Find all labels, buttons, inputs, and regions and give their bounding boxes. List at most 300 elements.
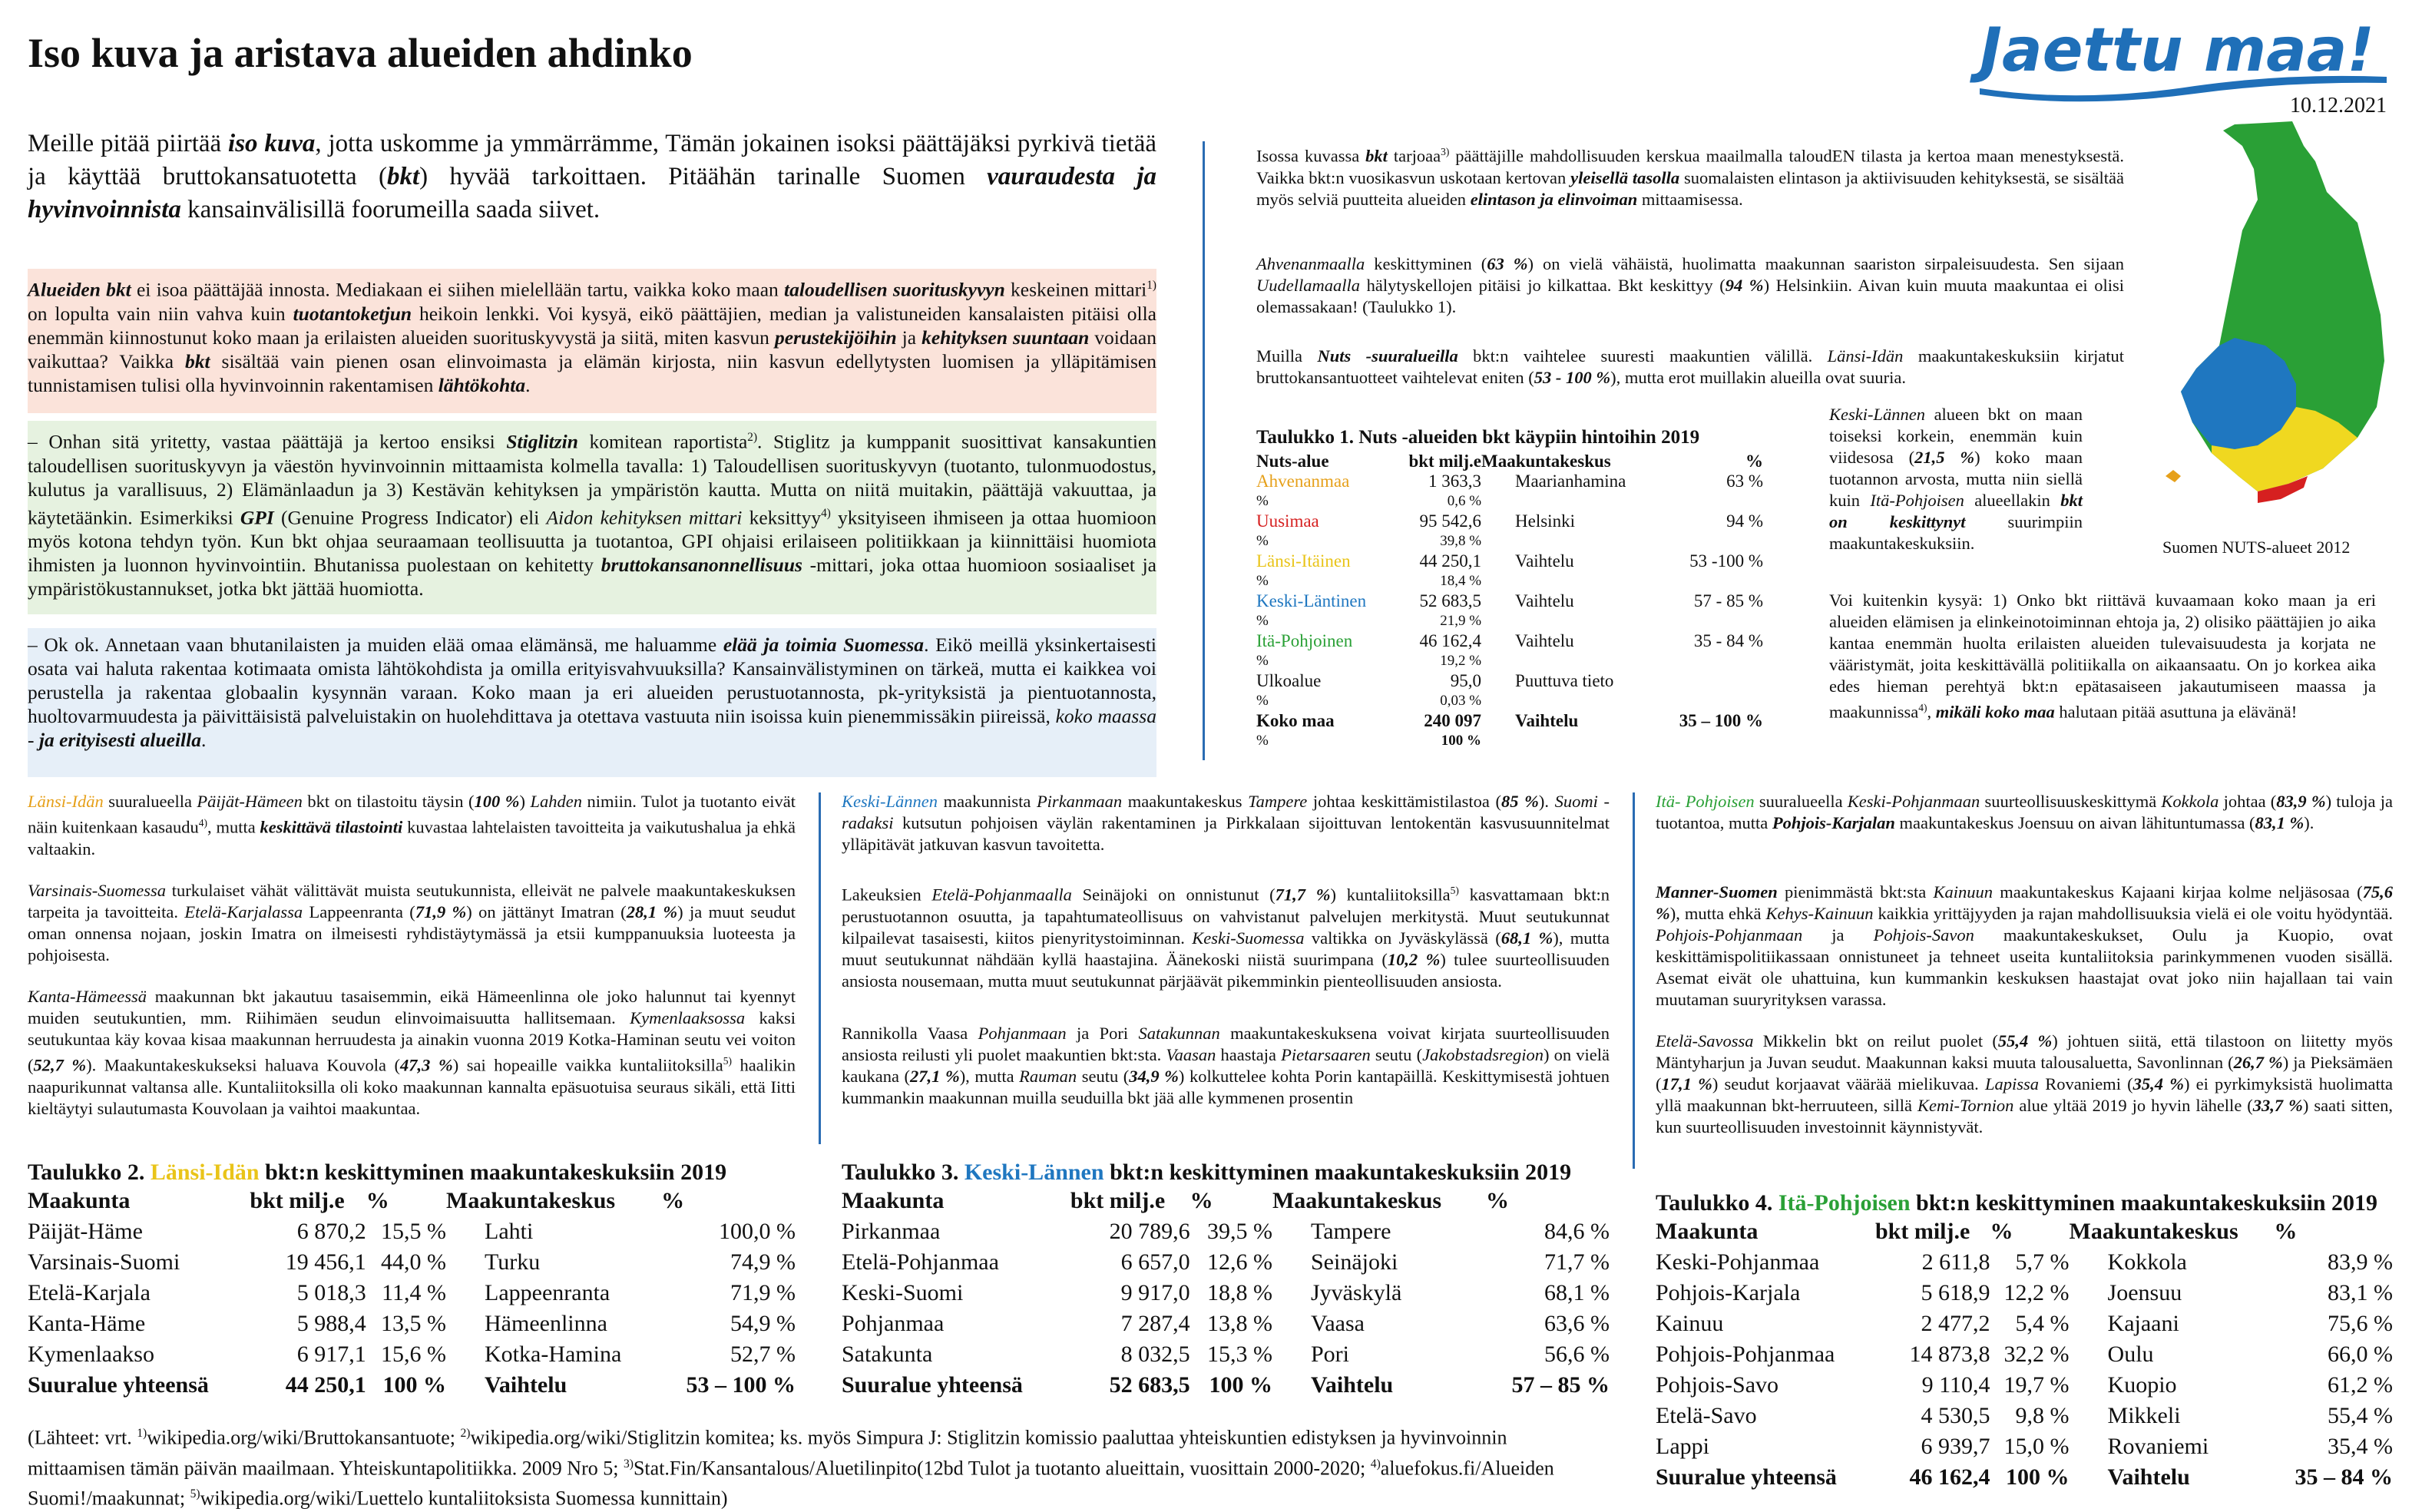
total-row xyxy=(842,1370,1610,1401)
text-run: bkt:n vaihtelee suuresti maakuntien välillä. xyxy=(1458,346,1828,366)
table-1-title: Taulukko 1. Nuts -alueiden bkt käypiin hintoihin 2019 xyxy=(1256,427,1700,448)
bkt-value: 6 657,0 xyxy=(1120,1249,1190,1275)
bkt-value: 9 917,0 xyxy=(1120,1280,1190,1305)
center-name: Vaihtelu xyxy=(485,1372,567,1398)
center-name: Jyväskylä xyxy=(1310,1280,1402,1305)
share-sign: % xyxy=(1256,533,1269,549)
text-run: ja xyxy=(896,326,922,349)
text-run: ), mutta erot muillakin alueilla ovat suuria. xyxy=(1610,368,1907,387)
text-run: kaikkia yrittäjyyden ja rajan mahdollisuuksia vielä ei ole voitu hyödyntää. xyxy=(1873,904,2393,923)
bkt-value: 46 162,4 xyxy=(1909,1464,1990,1490)
center-pct: 83,1 % xyxy=(2328,1280,2393,1305)
bkt-value: 46 162,4 xyxy=(1419,631,1482,650)
table-row xyxy=(28,1216,796,1247)
text-run: Seinäjoki on onnistunut ( xyxy=(1071,885,1276,905)
lead-paragraph xyxy=(28,127,1156,227)
text-run: voidaan vaikuttaa? Vaikka xyxy=(28,326,1157,372)
table-row xyxy=(1656,1401,2393,1431)
table-row xyxy=(842,1216,1610,1247)
nuts-area: Ulkoalue xyxy=(1256,671,1322,690)
text-run: päättäjille mahdollisuuden kerskua maailmalla taloudEN tilasta ja kertoa maan menestyksestä. Vaikka bkt:n vuosikasvun uskotaan kertovan xyxy=(1256,146,2125,187)
column-header: % xyxy=(1745,452,1763,471)
text-run: (Genuine Progress Indicator) eli xyxy=(273,506,547,528)
text-run: Rauman xyxy=(1019,1067,1077,1086)
text-run: yleisellä tasolla xyxy=(1570,167,1680,187)
text-run: ), mutta xyxy=(959,1067,1020,1086)
text-run: 85 % xyxy=(1501,792,1539,811)
text-run: Rovaniemi ( xyxy=(2039,1074,2133,1093)
nuts-area: Keski-Läntinen xyxy=(1256,591,1367,610)
text-run: ) ja Pieksämäen ( xyxy=(1656,1053,2393,1093)
table-3 xyxy=(842,1160,1610,1401)
text-run: yksityiseen ihmiseen ja ottaa huomioon myös kotona tehdyn työn. Kun bkt ohjaa seuraamaan teollisuutta ja tuotantoa, GPI ohjaisi erilaiseen politiikkaan ja kiinnittäisi huomiota ihmisten ja luonnon hyvinvointiin. Bhutanissa puolestaan on kehitetty xyxy=(28,506,1157,576)
text-run: Kainuun xyxy=(1933,882,1994,902)
center-name: Lappeenranta xyxy=(485,1280,610,1305)
bkt-value: 95 542,6 xyxy=(1419,511,1482,531)
text-run: maakuntakeskuksena voivat kirjata suurteollisuuden ansiosta reilusti yli puolet maakuntien bkt:sta. xyxy=(842,1024,1610,1064)
right-paragraph-1 xyxy=(1256,141,2124,210)
text-run: 55,4 % xyxy=(1997,1031,2053,1050)
text-run: 75,6 % xyxy=(1656,882,2393,923)
empty-cell xyxy=(1481,571,1659,591)
share-row xyxy=(1256,731,1763,751)
text-run: 26,7 % xyxy=(2233,1053,2283,1072)
column-header: Maakunta xyxy=(842,1188,945,1213)
column-header: Maakuntakeskus xyxy=(1481,452,1611,471)
text-run: Etelä-Savossa xyxy=(1656,1031,1754,1050)
share-value: 15,6 % xyxy=(381,1342,447,1367)
text-run: Pohjois-Pohjanmaan xyxy=(1656,925,1803,945)
center-pct: 68,1 % xyxy=(1544,1280,1610,1305)
center-pct: 63 % xyxy=(1726,471,1763,491)
share-sign: % xyxy=(1256,693,1269,709)
text-run: Keski-Lännen xyxy=(1829,405,1925,424)
text-run: on lopulta vain niin vahva kuin xyxy=(28,302,293,325)
text-run: Päijät-Hämeen xyxy=(197,792,303,811)
center-name: Puuttuva tieto xyxy=(1515,671,1614,690)
region-name: Päijät-Häme xyxy=(28,1219,143,1244)
center-pct: 54,9 % xyxy=(730,1311,796,1336)
text-run: suurteollisuuskeskittymä xyxy=(1980,792,2162,811)
text-run: elää ja toimia Suomessa xyxy=(723,634,925,656)
column-header: Maakunta xyxy=(28,1188,131,1213)
table-row xyxy=(1656,1309,2393,1339)
text-run: Pirkanmaan xyxy=(1036,792,1123,811)
share-value: 100 % xyxy=(1209,1372,1272,1398)
text-run: turkulaiset vähät välittävät muista seutukunnista, elleivät ne palvele maakuntakeskuksen tarpeita ja tavoitteita. xyxy=(28,881,796,921)
text-run: bkt xyxy=(185,349,210,372)
table-row xyxy=(1256,711,1763,731)
share-value: 44,0 % xyxy=(381,1249,447,1275)
text-run: ), mutta ehkä xyxy=(1669,904,1766,923)
region-name: Pohjanmaa xyxy=(842,1311,945,1336)
bkt-value: 95,0 xyxy=(1450,671,1482,690)
text-run: Nuts -suuralueilla xyxy=(1317,346,1458,366)
center-pct: 94 % xyxy=(1726,511,1763,531)
table-4 xyxy=(1656,1190,2393,1493)
text-run: Muilla xyxy=(1256,346,1318,366)
col3-paragraph-3 xyxy=(1656,1031,2393,1138)
text-run: 94 % xyxy=(1725,276,1764,295)
share-value: 15,3 % xyxy=(1206,1342,1272,1367)
share-value: 39,5 % xyxy=(1206,1219,1272,1244)
share-value: 100 % xyxy=(382,1372,447,1398)
center-pct: 56,6 % xyxy=(1544,1342,1610,1367)
intro-box-blue xyxy=(28,628,1156,777)
table-row xyxy=(28,1339,796,1370)
table-3-grid xyxy=(842,1186,1610,1401)
text-run: Itä- Pohjoisen xyxy=(1656,792,1755,811)
empty-cell xyxy=(1659,491,1763,511)
center-pct: 57 – 85 % xyxy=(1511,1372,1610,1398)
text-run: halutaan pitää asuttuna ja elävänä! xyxy=(2054,702,2298,722)
text-run: ) seudut korjaavat väärää mielikuvaa. xyxy=(1712,1074,1985,1093)
nuts-area: Länsi-Itäinen xyxy=(1256,551,1351,571)
column-divider-3 xyxy=(1633,792,1635,1169)
text-run: bkt xyxy=(386,163,420,190)
text-run: Etelä-Karjalassa xyxy=(184,902,303,921)
text-run: , xyxy=(1927,702,1936,722)
text-run: keskeinen mittari xyxy=(1004,278,1147,301)
text-run: Ahvenanmaalla xyxy=(1256,254,1365,273)
table-header-row xyxy=(842,1186,1610,1216)
table-4-grid xyxy=(1656,1216,2393,1493)
text-run: Mikkelin bkt on reilut puolet ( xyxy=(1753,1031,1998,1050)
text-run: Pohjanmaan xyxy=(978,1024,1067,1043)
text-run: valtikka on Jyväskylässä ( xyxy=(1304,928,1501,948)
center-name: Vaihtelu xyxy=(1310,1372,1394,1398)
text-run: 4) xyxy=(1370,1457,1381,1471)
text-run: 3) xyxy=(623,1457,634,1471)
text-run: 5) xyxy=(1450,885,1459,896)
text-run: lähtökohta xyxy=(438,373,526,396)
text-run: tuotantoketjun xyxy=(293,302,412,325)
share-value: 9,8 % xyxy=(2015,1403,2070,1428)
svg-text:Jaettu maa!: Jaettu maa! xyxy=(1980,16,2374,85)
text-run: ). Maakuntakeskukseksi haluava Kouvola ( xyxy=(86,1055,401,1075)
text-run: Jakobstadsregion xyxy=(1422,1045,1544,1064)
share-row xyxy=(1256,491,1763,511)
text-run: Tampere xyxy=(1248,792,1308,811)
text-run: Länsi-Idän xyxy=(28,792,104,811)
table-row xyxy=(1656,1431,2393,1462)
nuts-area: Uusimaa xyxy=(1256,511,1319,531)
table-3-title: Taulukko 3. Keski-Lännen bkt:n keskittyminen maakuntakeskuksiin 2019 xyxy=(842,1160,1572,1185)
share-row xyxy=(1256,691,1763,711)
text-run: aluefokus.fi/Alueiden Suomi!/maakunnat; xyxy=(28,1457,1554,1510)
share-value: 15,5 % xyxy=(381,1219,447,1244)
text-run: Vaasan xyxy=(1166,1045,1216,1064)
center-name: Tampere xyxy=(1310,1219,1391,1244)
center-pct: 55,4 % xyxy=(2328,1403,2393,1428)
text-run: kansainvälisillä foorumeilla saada siivet. xyxy=(180,196,601,223)
share-sign: % xyxy=(1256,733,1269,749)
region-name: Kainuu xyxy=(1656,1311,1724,1336)
table-row xyxy=(1256,551,1763,571)
text-run: Pohjois-Savon xyxy=(1873,925,1974,945)
text-run: 5) xyxy=(723,1055,732,1067)
share-value: 21,9 % xyxy=(1440,613,1482,629)
column-header: Maakuntakeskus xyxy=(446,1188,616,1213)
right-paragraph-5 xyxy=(1829,590,2376,723)
text-run: ) ei pyrkimyksistä huolimatta yllä maakunnan bkt-herruuteen, sillä xyxy=(1656,1074,2393,1115)
share-value: 18,8 % xyxy=(1206,1280,1272,1305)
empty-cell xyxy=(1659,531,1763,551)
text-run: ) tuloja ja tuotantoa, mutta xyxy=(1656,792,2393,832)
share-value: 13,5 % xyxy=(381,1311,447,1336)
intro-box-pink xyxy=(28,269,1156,413)
column-header: % xyxy=(661,1188,685,1213)
text-run: ) kolkuttelee kohta Porin kantapäillä. Keskittymisestä johtuen kummankin maakunnan muilla seuduilla bkt jää alle kymmenen prosentin xyxy=(842,1067,1610,1107)
text-run: bruttokansanonnellisuus xyxy=(601,554,802,576)
nuts-area: Koko maa xyxy=(1256,711,1335,730)
bkt-value: 5 988,4 xyxy=(296,1311,366,1336)
bkt-value: 4 530,5 xyxy=(1921,1403,1990,1428)
table-1-grid xyxy=(1256,452,1763,751)
col3-paragraph-1 xyxy=(1656,791,2393,834)
text-run: kaksi seutukuntaa käy kovaa kisaa maakunnan herruudesta ja ainakin vuonna 2019 Kotka-Haminan seutu vei voiton ( xyxy=(28,1008,796,1075)
center-pct: 71,9 % xyxy=(730,1280,796,1305)
text-run: maakuntakeskus Joensuu on aivan lähituntumassa ( xyxy=(1894,813,2255,832)
text-run: , jotta uskomme ja ymmärrämme, Tämän jokainen isoksi päättäjäksi pyrkivä tietää ja käyttää bruttokansatuotetta ( xyxy=(28,130,1157,190)
share-value: 15,0 % xyxy=(2003,1434,2070,1459)
text-run: 71,9 % xyxy=(415,902,467,921)
share-value: 12,2 % xyxy=(2003,1280,2070,1305)
text-run: keskittävä tilastointi xyxy=(260,817,403,837)
text-run: Lapissa xyxy=(1984,1074,2040,1093)
text-run: 4) xyxy=(1918,702,1927,713)
text-run: 2) xyxy=(747,431,758,444)
text-run: Lappeenranta ( xyxy=(303,902,415,921)
table-row xyxy=(28,1278,796,1309)
text-run: 21,5 % xyxy=(1914,448,1975,467)
center-pct: 52,7 % xyxy=(730,1342,796,1367)
bkt-value: 7 287,4 xyxy=(1120,1311,1190,1336)
text-run: Voi kuitenkin kysyä: 1) Onko bkt riittävä kuvaamaan koko maan ja eri alueiden elämisen ja elinkeinotoiminnan ehtoja ja, 2) olisiko päättäjien jo aika kantaa enemmän huolta erilaisten alueiden tulevaisuudesta ja korjata ne vääristymät, joita keskittävällä politiikalla on aikaansaatu. On jo korkea aika edes hieman perehtyä bkt:n epätasaiseen jakautumiseen maassa ja maakunnissa xyxy=(1829,591,2376,722)
text-run: seutu ( xyxy=(1077,1067,1130,1086)
column-header: % xyxy=(1189,1188,1213,1213)
table-1 xyxy=(1256,427,1763,751)
share-sign: % xyxy=(1256,493,1269,509)
table-row xyxy=(1656,1278,2393,1309)
text-run: mittaamisessa. xyxy=(1637,189,1743,209)
text-run: Alueiden bkt xyxy=(28,278,131,301)
text-run: bkt on tilastoitu täysin ( xyxy=(302,792,475,811)
text-run: 27,1 % xyxy=(910,1067,960,1086)
text-run: heikoin lenkki. Voi kysyä, eikö päättäjien, median ja valistuneiden kansalaisten pitäisi olla enemmän kiinnostunut koko maan ja erilaisten alueiden suorituskyvystä ja siitä, miten kasvun xyxy=(28,302,1156,349)
col1-paragraph-2 xyxy=(28,880,796,966)
region-name: Etelä-Savo xyxy=(1656,1403,1757,1428)
bkt-value: 5 018,3 xyxy=(296,1280,366,1305)
region-name: Pirkanmaa xyxy=(842,1219,941,1244)
table-2 xyxy=(28,1160,796,1401)
text-run: 34,9 % xyxy=(1129,1067,1179,1086)
table-row xyxy=(1656,1247,2393,1278)
bkt-value: 20 789,6 xyxy=(1109,1219,1190,1244)
center-pct: 63,6 % xyxy=(1544,1311,1610,1336)
bkt-value: 2 477,2 xyxy=(1921,1311,1990,1336)
center-name: Vaasa xyxy=(1310,1311,1365,1336)
text-run: Lahden xyxy=(530,792,582,811)
text-run: hälytyskellojen pitäisi jo kilkattaa. Bkt keskittyy ( xyxy=(1360,276,1726,295)
text-run: Keski-Lännen xyxy=(842,792,938,811)
text-run: pienimmästä bkt:sta xyxy=(1777,882,1934,902)
share-value: 11,4 % xyxy=(382,1280,447,1305)
text-run: Stiglitzin xyxy=(506,430,578,453)
empty-cell xyxy=(1481,491,1659,511)
text-run: johtaa keskittämistilastoa ( xyxy=(1307,792,1502,811)
region-name: Pohjois-Savo xyxy=(1656,1372,1779,1398)
text-run: nimiin. Tulot ja tuotanto eivät näin kuitenkaan kasaudu xyxy=(28,792,796,837)
text-run: ) hyvää tarkoittaen. Pitäähän tarinalle Suomen xyxy=(419,163,988,190)
text-run: , mutta xyxy=(207,817,260,837)
share-sign: % xyxy=(1256,573,1269,589)
table-header-row xyxy=(1656,1216,2393,1247)
center-pct: 71,7 % xyxy=(1544,1249,1610,1275)
share-value: 13,8 % xyxy=(1206,1311,1272,1336)
text-run: Aidon kehityksen mittari xyxy=(546,506,743,528)
text-run: ). xyxy=(1538,792,1555,811)
col3-paragraph-2 xyxy=(1656,882,2393,1011)
column-header: % xyxy=(2274,1219,2298,1244)
text-run: ) on jättänyt Imatran ( xyxy=(466,902,627,921)
text-run: Pietarsaaren xyxy=(1281,1045,1371,1064)
table-row xyxy=(1256,511,1763,531)
text-run: ) on vielä kaukana ( xyxy=(842,1045,1610,1086)
sources xyxy=(28,1421,1610,1512)
region-name: Satakunta xyxy=(842,1342,933,1367)
share-value: 100 % xyxy=(1441,733,1482,749)
empty-cell xyxy=(1481,731,1659,751)
column-header: bkt milj.e xyxy=(1408,452,1482,471)
text-run: Länsi-Idän xyxy=(1827,346,1904,366)
text-run: komitean raportista xyxy=(577,430,748,453)
share-value: 0,6 % xyxy=(1447,493,1482,509)
empty-cell xyxy=(1659,571,1763,591)
column-header: Maakuntakeskus xyxy=(2069,1219,2238,1244)
region-name: Kanta-Häme xyxy=(28,1311,146,1336)
table-row xyxy=(28,1309,796,1339)
text-run: 5) xyxy=(190,1487,200,1501)
column-header: % xyxy=(1990,1219,2013,1244)
nuts-area: Itä-Pohjoinen xyxy=(1256,631,1353,650)
center-name: Mikkeli xyxy=(2107,1403,2181,1428)
text-run: 3) xyxy=(1441,146,1450,157)
table-row xyxy=(28,1247,796,1278)
text-run: Etelä-Pohjanmaalla xyxy=(931,885,1072,905)
text-run: bkt xyxy=(1365,146,1388,166)
table-2-grid xyxy=(28,1186,796,1401)
text-run: 83,9 % xyxy=(2276,792,2326,811)
center-pct: 83,9 % xyxy=(2328,1249,2393,1275)
share-value: 18,4 % xyxy=(1440,573,1482,589)
column-header: bkt milj.e xyxy=(1874,1219,1970,1244)
text-run: ja xyxy=(1802,925,1874,945)
text-run: 4) xyxy=(198,817,208,829)
bkt-value: 9 110,4 xyxy=(1921,1372,1990,1398)
region-name: Kymenlaakso xyxy=(28,1342,154,1367)
text-run: maakunnista xyxy=(937,792,1037,811)
table-row xyxy=(842,1309,1610,1339)
share-value: 39,8 % xyxy=(1440,533,1482,549)
center-pct: 53 – 100 % xyxy=(686,1372,796,1398)
text-run: Kymenlaaksossa xyxy=(630,1008,746,1027)
center-pct: 74,9 % xyxy=(730,1249,796,1275)
center-pct: 66,0 % xyxy=(2328,1342,2393,1367)
share-value: 19,7 % xyxy=(2003,1372,2070,1398)
col2-paragraph-3 xyxy=(842,1023,1610,1109)
center-pct: 35 – 100 % xyxy=(1679,711,1763,730)
share-row xyxy=(1256,531,1763,551)
table-row xyxy=(1656,1339,2393,1370)
text-run: GPI xyxy=(240,506,274,528)
text-run: kehityksen suuntaan xyxy=(921,326,1090,349)
text-run: 33,7 % xyxy=(2252,1096,2303,1115)
text-run: wikipedia.org/wiki/Bruttokansantuote; xyxy=(147,1426,461,1449)
center-name: Vaihtelu xyxy=(2107,1464,2190,1490)
text-run: haastaja xyxy=(1216,1045,1282,1064)
text-run: Kanta-Hämeessä xyxy=(28,987,147,1006)
center-name: Vaihtelu xyxy=(1515,631,1574,650)
empty-cell xyxy=(1481,611,1659,631)
share-value: 32,2 % xyxy=(2003,1342,2070,1367)
text-run: ) johtuen siitä, että tilastoon on liitetty myös Mäntyharjun ja Juvan seudut. Maakunnan kaksi muuta talousaluetta, Savonlinnan ( xyxy=(1656,1031,2393,1072)
center-name: Rovaniemi xyxy=(2107,1434,2209,1459)
share-value: 5,4 % xyxy=(2015,1311,2070,1336)
text-run: Satakunnan xyxy=(1138,1024,1220,1043)
text-run: ), mutta muut seutukunnat nähdään kyllä haastajina. Äänekoski niistä suurimpana ( xyxy=(842,928,1610,969)
share-row xyxy=(1256,571,1763,591)
text-run: -mittari, joka ottaa huomioon sosiaaliset ja ympäristökustannukset, jotka bkt jättää huomiotta. xyxy=(28,554,1156,600)
text-run: maakuntakeskukset, Oulu ja Kuopio, ovat keskittämispolitiikassaan onnistuneet ja tehneet useita kuntaliitoksia parinkymmenen vuoden sisällä. Asemat eivät ole uhattuina, kun kummankin keskuksen haastajat ovat joko niin hajallaan tai vain muutaman suuryrityksen varassa. xyxy=(1656,925,2393,1009)
column-header: bkt milj.e xyxy=(1070,1188,1166,1213)
center-pct: 53 -100 % xyxy=(1689,551,1763,571)
text-run: haalikin naapurikunnat valtansa alle. Kuntaliitoksilla oli koko maakunnan kannalta epäsuotuisa seuraus sikäli, että Iitti kieltäytyi sulautumasta Kouvolaan ja vaihtoi maakuntaa. xyxy=(28,1055,796,1118)
text-run: koko maassa - xyxy=(28,705,1156,751)
text-run: Manner-Suomen xyxy=(1656,882,1778,902)
text-run: Suomi -radaksi xyxy=(842,792,1610,832)
share-value: 0,03 % xyxy=(1440,693,1482,709)
region-name: Suuralue yhteensä xyxy=(842,1372,1023,1398)
text-run: kuvastaa lahtelaisten tavoitteita ja vaikutushalua ja ehkä valtaakin. xyxy=(28,817,796,859)
finland-nuts-map xyxy=(2150,115,2396,514)
region-name: Varsinais-Suomi xyxy=(28,1249,180,1275)
share-sign: % xyxy=(1256,653,1269,669)
empty-cell xyxy=(1481,651,1659,671)
total-row xyxy=(28,1370,796,1401)
text-run: Keski-Pohjanmaan xyxy=(1847,792,1980,811)
text-run: alue yltää 2019 jo hyvin lähelle ( xyxy=(2013,1096,2253,1115)
bkt-value: 44 250,1 xyxy=(285,1372,366,1398)
text-run: Kemi-Tornion xyxy=(1917,1096,2014,1115)
text-run: 63 % xyxy=(1487,254,1528,273)
article-date: 10.12.2021 xyxy=(2290,94,2387,117)
text-run: johtaa ( xyxy=(2219,792,2277,811)
center-name: Kuopio xyxy=(2107,1372,2177,1398)
empty-cell xyxy=(1481,531,1659,551)
text-run: 4) xyxy=(821,506,831,520)
bkt-value: 1 363,3 xyxy=(1428,471,1482,491)
total-row xyxy=(1656,1462,2393,1493)
text-run: 2) xyxy=(460,1427,471,1440)
table-header-row xyxy=(1256,452,1763,471)
text-run: – Onhan sitä yritetty, vastaa päättäjä ja kertoo ensiksi xyxy=(28,430,507,453)
column-divider xyxy=(1203,141,1205,760)
share-value: 5,7 % xyxy=(2015,1249,2070,1275)
text-run: (Lähteet: vrt. xyxy=(28,1426,137,1449)
text-run: Uudellamaalla xyxy=(1256,276,1360,295)
text-run: 100 % xyxy=(474,792,520,811)
